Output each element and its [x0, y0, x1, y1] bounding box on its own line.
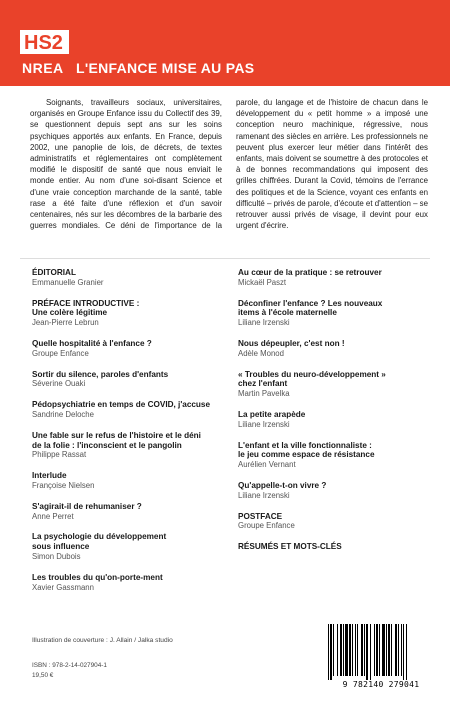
- toc-entry: [238, 370, 438, 400]
- toc-entry: [32, 370, 232, 390]
- toc-entry-title-line: Au cœur de la pratique : se retrouver: [238, 268, 382, 277]
- journal-name: NREA: [22, 60, 64, 76]
- toc-entry-title-line: ÉDITORIAL: [32, 268, 76, 277]
- intro-text: [30, 97, 428, 231]
- toc-entry-author: Aurélien Vernant: [238, 460, 296, 470]
- barcode-bar: [352, 624, 353, 676]
- toc-entry-title: [238, 370, 438, 390]
- barcode-bar: [379, 624, 380, 676]
- intro-paragraph: Soignants, travailleurs sociaux, universitaires, organisés en Groupe Enfance issu du Collectif des 39, se questionnent depuis sept ans sur les soins psychiques apportés aux enfants. En France, depuis 2002, une panoplie de lois, de décrets, de textes administratifs et réglementaires ont complètement modifié le dispositif de santé que nous enviait le monde entier. Au nom d'une soi-disant Science et d'une vraie conception marchande de la santé, table rase a été faite d'une réflexion et d'un savoir centenaires, nés sur les décombres de la barbarie des guerres mondiales. Ce déni de l'importance de la parole, du langage et de l'histoire de chacun dans le développement du « petit homme » a imposé une conception neuro machinique, régressive, nous ramenant des siècles en arrière. Les professionnels ne peuvent plus exercer leur métier dans l'intérêt des enfants, mais doivent se soumettre à des protocoles et à de bonnes recommandations qui imposent des grilles chiffrées. Durant la Covid, témoins de l'errance des politiques et de la Science, voyant ces enfants en difficulté – privés de parole, d'écoute et d'attention – se retrouver aussi privés de visage, il devint pour eux urgent d'écrire.: [30, 98, 428, 231]
- toc-entry-title: [238, 410, 438, 420]
- toc-entry-subtitle: de la folie : l'inconscient et le pangolin: [32, 440, 182, 450]
- isbn: ISBN : 978-2-14-027904-1: [32, 662, 107, 669]
- toc-entry-author: Françoise Nielsen: [32, 480, 95, 490]
- toc-entry: [32, 471, 232, 491]
- toc-entry-title-line: POSTFACE: [238, 511, 283, 521]
- toc-entry-subtitle: sous influence: [32, 542, 90, 552]
- barcode-number: 9 782140 279041: [342, 680, 420, 689]
- series-label: HS2: [20, 30, 69, 54]
- barcode-bar: [333, 624, 334, 676]
- toc-entry-title: [238, 441, 438, 461]
- toc-entry-title: [32, 268, 232, 278]
- toc-entry-author: Anne Perret: [32, 511, 74, 521]
- toc-entry-author: Sandrine Deloche: [32, 409, 94, 419]
- toc-entry-title: [32, 532, 232, 552]
- toc-entry-title-line: Déconfiner l'enfance ? Les nouveaux: [238, 298, 383, 308]
- barcode-bar: [398, 624, 399, 676]
- barcode-bar: [391, 624, 392, 676]
- barcode-bar: [355, 624, 356, 676]
- barcode-bar: [361, 624, 363, 676]
- toc-entry-title-line: Nous dépeupler, c'est non !: [238, 338, 345, 348]
- price: 19,50 €: [32, 672, 54, 679]
- toc-entry-title-line: S'agirait-il de rehumaniser ?: [32, 501, 142, 511]
- toc-entry-title-line: L'enfant et la ville fonctionnaliste :: [238, 440, 372, 450]
- toc-entry-title: [32, 471, 232, 481]
- toc-entry-subtitle: Une colère légitime: [32, 308, 108, 318]
- toc-entry: [32, 268, 232, 288]
- barcode-bar: [343, 624, 344, 676]
- barcode-bar: [370, 624, 371, 680]
- toc-entry-author: Liliane Irzenski: [238, 490, 290, 500]
- toc-entry-author: Simon Dubois: [32, 551, 81, 561]
- toc-entry-author: Liliane Irzenski: [238, 419, 290, 429]
- toc-entry-author: Liliane Irzenski: [238, 318, 290, 328]
- toc-entry-subtitle: chez l'enfant: [238, 379, 288, 389]
- barcode-bar: [376, 624, 378, 676]
- toc-entry: [32, 573, 232, 593]
- toc-entry: [238, 339, 438, 359]
- toc-entry-title: [238, 481, 438, 491]
- toc-entry-subtitle: items à l'école maternelle: [238, 308, 337, 318]
- toc-entry: [32, 299, 232, 329]
- barcode-bar: [328, 624, 329, 680]
- barcode: [322, 622, 440, 694]
- toc-entry-title: [32, 400, 232, 410]
- toc-entry-title: [238, 268, 438, 278]
- toc-entry-title-line: Les troubles du qu'on-porte-ment: [32, 572, 163, 582]
- barcode-bar: [395, 624, 397, 676]
- toc-entry-title-line: Qu'appelle-t-on vivre ?: [238, 480, 327, 490]
- toc-entry-author: Séverine Ouaki: [32, 379, 86, 389]
- barcode-bar: [403, 624, 404, 680]
- toc-entry: [32, 431, 232, 461]
- cover-credits: Illustration de couverture : J. Allain / Jalka studio: [32, 637, 173, 644]
- toc-entry: [238, 441, 438, 471]
- toc-entry-title: [238, 542, 438, 552]
- toc-entry-author: Emmanuelle Granier: [32, 277, 104, 287]
- toc-entry-title: [32, 573, 232, 583]
- toc-entry: [32, 502, 232, 522]
- table-of-contents-left: [32, 268, 232, 603]
- toc-entry: [32, 400, 232, 420]
- toc-entry-title-line: La psychologie du développement: [32, 532, 167, 542]
- barcode-bar: [330, 624, 332, 680]
- toc-entry-author: Martin Pavelka: [238, 389, 290, 399]
- toc-entry: [238, 268, 438, 288]
- toc-entry-author: Xavier Gassmann: [32, 582, 94, 592]
- toc-entry-title-line: Sortir du silence, paroles d'enfants: [32, 369, 169, 379]
- barcode-bar: [357, 624, 358, 676]
- toc-entry-title-line: PRÉFACE INTRODUCTIVE :: [32, 298, 140, 308]
- barcode-bar: [406, 624, 407, 680]
- toc-entry: [238, 299, 438, 329]
- barcode-bar: [388, 624, 390, 676]
- toc-entry-title-line: « Troubles du neuro-développement »: [238, 369, 386, 379]
- toc-entry-title-line: Interlude: [32, 471, 67, 481]
- toc-entry-title: [32, 299, 232, 319]
- toc-entry-title: [32, 370, 232, 380]
- toc-entry-title: [238, 299, 438, 319]
- barcode-bar: [349, 624, 351, 676]
- barcode-bar: [366, 624, 368, 680]
- header-band: [0, 0, 450, 86]
- toc-entry: [238, 481, 438, 501]
- table-of-contents-right: [238, 268, 438, 563]
- toc-entry-title: [32, 339, 232, 349]
- toc-entry-title-line: Quelle hospitalité à l'enfance ?: [32, 338, 152, 348]
- barcode-bar: [382, 624, 385, 676]
- toc-entry: [238, 410, 438, 430]
- barcode-bar: [364, 624, 365, 676]
- toc-entry-title: [238, 512, 438, 522]
- toc-entry: [32, 532, 232, 562]
- toc-entry-title: [238, 339, 438, 349]
- toc-entry-title: [32, 502, 232, 512]
- toc-entry-author: Mickaël Paszt: [238, 277, 287, 287]
- book-title: L'ENFANCE MISE AU PAS: [76, 60, 255, 76]
- toc-entry-author: Philippe Rassat: [32, 450, 87, 460]
- barcode-bar: [374, 624, 375, 676]
- divider: [20, 258, 430, 259]
- toc-entry-title-line: La petite arapède: [238, 409, 306, 419]
- toc-entry-author: Jean-Pierre Lebrun: [32, 318, 99, 328]
- toc-entry-title-line: Une fable sur le refus de l'histoire et le déni: [32, 430, 201, 440]
- toc-entry-title-line: Pédopsychiatrie en temps de COVID, j'accuse: [32, 400, 211, 410]
- barcode-bar: [337, 624, 338, 676]
- barcode-bar: [386, 624, 387, 676]
- toc-entry-author: Groupe Enfance: [238, 521, 295, 531]
- toc-entry: [238, 542, 438, 552]
- toc-entry-author: Groupe Enfance: [32, 348, 89, 358]
- barcode-bar: [401, 624, 402, 676]
- toc-entry: [238, 512, 438, 532]
- barcode-graphic: [322, 622, 440, 680]
- toc-entry-title: [32, 431, 232, 451]
- toc-entry: [32, 339, 232, 359]
- toc-entry-author: Adèle Monod: [238, 348, 284, 358]
- toc-entry-title-line: RÉSUMÉS ET MOTS-CLÉS: [238, 542, 342, 552]
- barcode-bar: [340, 624, 342, 676]
- barcode-bar: [345, 624, 348, 676]
- toc-entry-subtitle: le jeu comme espace de résistance: [238, 450, 375, 460]
